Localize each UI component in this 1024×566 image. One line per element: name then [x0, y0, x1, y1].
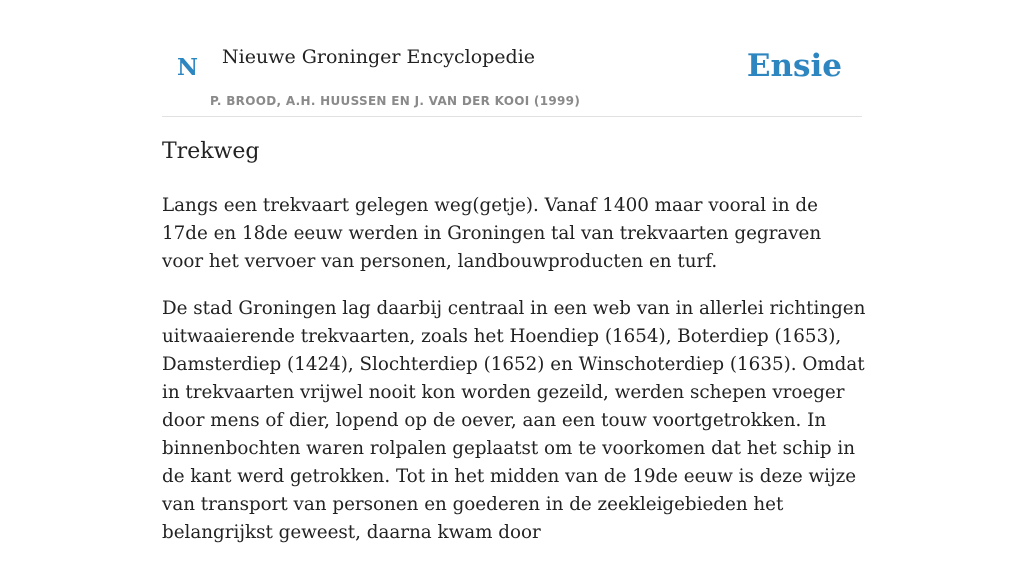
ensie-brand-logo[interactable]: Ensie: [746, 48, 842, 84]
article-paragraph: Langs een trekvaart gelegen weg(getje). Vanaf 1400 maar vooral in de 17de en 18de eeuw werden in Groningen tal van trekvaarten gegraven voor het vervoer van personen, landbouwproducten en turf.: [162, 195, 822, 272]
source-title-link[interactable]: Nieuwe Groninger Encyclopedie: [222, 46, 536, 68]
source-logo[interactable]: N: [177, 54, 199, 81]
article-paragraph: De stad Groningen lag daarbij centraal in een web van in allerlei richtingen uitwaaierende trekvaarten, zoals het Hoendiep (1654), Boterdiep (1653), Damsterdiep (1424), Slochterdiep (1652) en Winschoterdiep (1635). Omdat in trekvaarten vrijwel nooit kon worden gezeild, werden schepen vroeger door mens of dier, lopend op de oever, aan een touw voortgetrokken. In binnenbochten waren rolpalen geplaatst om te voorkomen dat het schip in de kant werd getrokken. Tot in het midden van de 19de eeuw is deze wijze van transport van personen en goederen in de zeekleigebieden het belangrijkst geweest, daarna kwam door: [162, 298, 866, 543]
article-body: [162, 192, 866, 566]
article-title: Trekweg: [162, 139, 260, 164]
source-authors: P. BROOD, A.H. HUUSSEN EN J. VAN DER KOOI (1999): [210, 94, 581, 108]
source-header: [162, 40, 862, 117]
